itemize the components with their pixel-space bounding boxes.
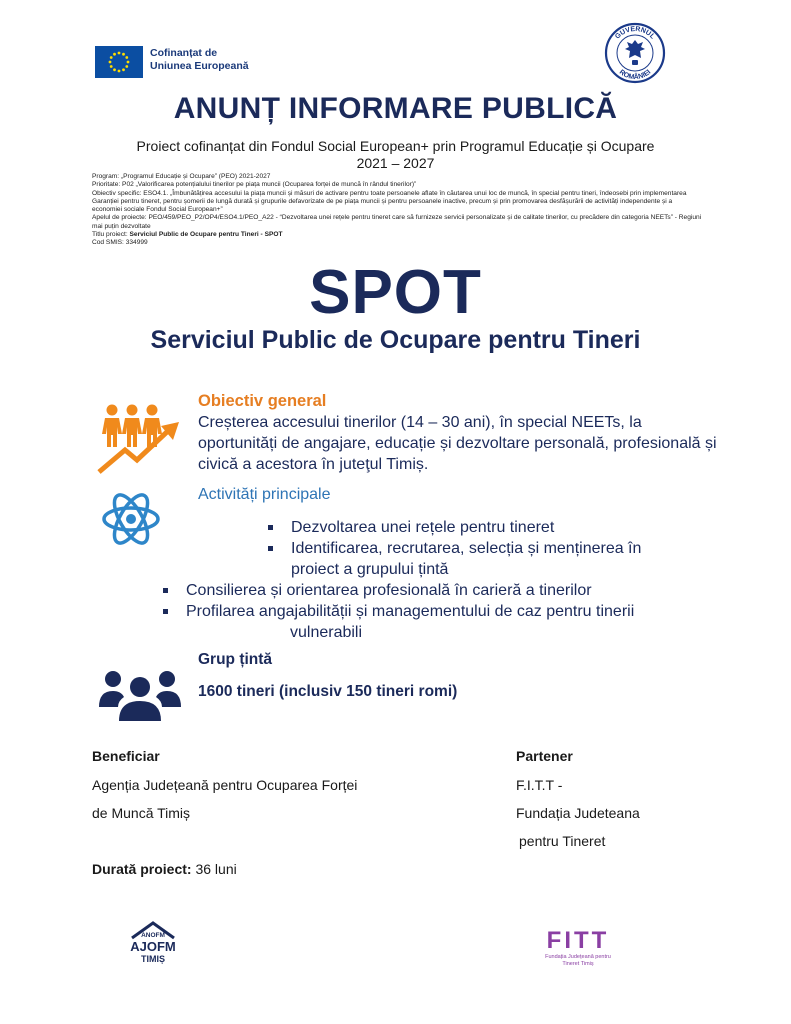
- growth-people-icon: [97, 400, 183, 476]
- atom-icon: [101, 489, 161, 549]
- anofm-text: ANOFM: [141, 932, 165, 939]
- specific-objective-line: Obiectiv specific: ESO4.1. „Îmbunătățirea accesului la piața muncii și măsuri de activare pentru toate persoanele aflate în căutarea unui loc de muncă, în special pentru tineri, îndeosebi prin implementarea Garanției pentru tineret, pentru șomerii de lungă durată și grupurile defavorizate de pe piața muncii și pentru persoanele inactive, precum și prin promovarea desfășurării de activități independente și a economiei sociale Fondul Social European+”: [92, 189, 687, 214]
- spot-subheading: Serviciul Public de Ocupare pentru Tineri: [150, 326, 641, 354]
- objective-heading: Obiectiv general: [198, 392, 327, 410]
- priority-line: Prioritate: P02 „Valorificarea potențialului tinerilor pe piața muncii (Ocuparea forței de muncă în rândul tinerilor)”: [92, 181, 417, 189]
- duration-label: Durată proiect:: [92, 861, 192, 877]
- activities-heading: Activități principale: [198, 486, 331, 503]
- subtitle-line-1: Proiect cofinanțat din Fondul Social European+ prin Programul Educație și Ocupare: [136, 138, 655, 154]
- activity-item: Dezvoltarea unei rețele pentru tineret: [291, 517, 554, 538]
- activity-item: Consilierea și orientarea profesională în carieră a tinerilor: [186, 580, 592, 601]
- project-duration: [92, 861, 237, 877]
- activity-item-continuation: proiect a grupului țintă: [291, 561, 449, 578]
- fitt-logo: [528, 928, 628, 980]
- partner-line-1: F.I.T.T -: [516, 777, 563, 793]
- spot-heading: SPOT: [309, 258, 482, 327]
- project-title-line: Titlu proiect: Serviciul Public de Ocupare pentru Tineri - SPOT: [92, 231, 283, 239]
- program-info-block: [92, 173, 702, 248]
- page-subtitle: [0, 138, 791, 172]
- ajofm-sub-text: TIMIȘ: [141, 954, 165, 964]
- fitt-main-text: FITT: [546, 927, 610, 954]
- ajofm-logo: [118, 920, 188, 976]
- anofm-roof-icon: [118, 920, 188, 940]
- fitt-sub-text-1: Fundația Județeană pentru: [545, 954, 611, 960]
- eagle-crest-icon: [625, 40, 645, 65]
- partner-line-3: pentru Tineret: [519, 833, 606, 849]
- beneficiary-line-2: de Muncă Timiș: [92, 805, 191, 821]
- target-group-text: 1600 tineri (inclusiv 150 tineri romi): [198, 683, 458, 700]
- fitt-sub-text-2: Tineret Timiș: [562, 961, 594, 967]
- program-line: Program: „Programul Educație și Ocupare” (PEO) 2021-2027: [92, 173, 271, 180]
- partner-line-2: Fundația Judeteana: [516, 805, 640, 821]
- eu-stars-icon: [95, 46, 143, 78]
- activity-item: Identificarea, recrutarea, selecția și menținerea în: [291, 538, 641, 559]
- government-seal-logo: [604, 22, 666, 84]
- call-line: Apelul de proiecte: PEO/459/PEO_P2/OP4/ESO4.1/PEO_A22 - “Dezvoltarea unei rețele pentru tineret care să furnizeze servicii personalizate și de calitate tinerilor, cu precădere din categoria NEETs” - Regiuni mai puțin dezvoltate: [92, 214, 702, 230]
- activity-item: Profilarea angajabilității și managementului de caz pentru tinerii: [186, 601, 634, 622]
- page-title: ANUNȚ INFORMARE PUBLICĂ: [173, 92, 618, 125]
- project-title-value: Serviciul Public de Ocupare pentru Tineri - SPOT: [129, 231, 283, 239]
- smis-code-line: Cod SMIS: 334999: [92, 239, 148, 247]
- partner-label: Partener: [516, 748, 573, 764]
- beneficiary-line-1: Agenția Județeană pentru Ocuparea Forței: [92, 777, 358, 793]
- subtitle-line-2: 2021 – 2027: [356, 155, 435, 171]
- eu-cofinancing-text: Cofinanțat de Uniunea Europeană: [150, 47, 249, 72]
- group-people-icon: [97, 667, 183, 723]
- seal-top-text: GUVERNUL: [614, 25, 656, 41]
- duration-value: 36 luni: [191, 861, 237, 877]
- eu-flag-logo: [95, 46, 143, 78]
- ajofm-main-text: AJOFM: [130, 939, 176, 954]
- seal-bottom-text: ROMÂNIEI: [617, 68, 653, 82]
- objective-text: Creșterea accesului tinerilor (14 – 30 ani), în special NEETs, la oportunități de angajare, educație și dezvoltare personală, profesională și civică a acestora în juteţul Timiș.: [198, 414, 717, 473]
- activity-item-continuation: vulnerabili: [290, 624, 363, 641]
- target-group-heading: Grup țintă: [198, 651, 273, 668]
- beneficiary-label: Beneficiar: [92, 748, 160, 764]
